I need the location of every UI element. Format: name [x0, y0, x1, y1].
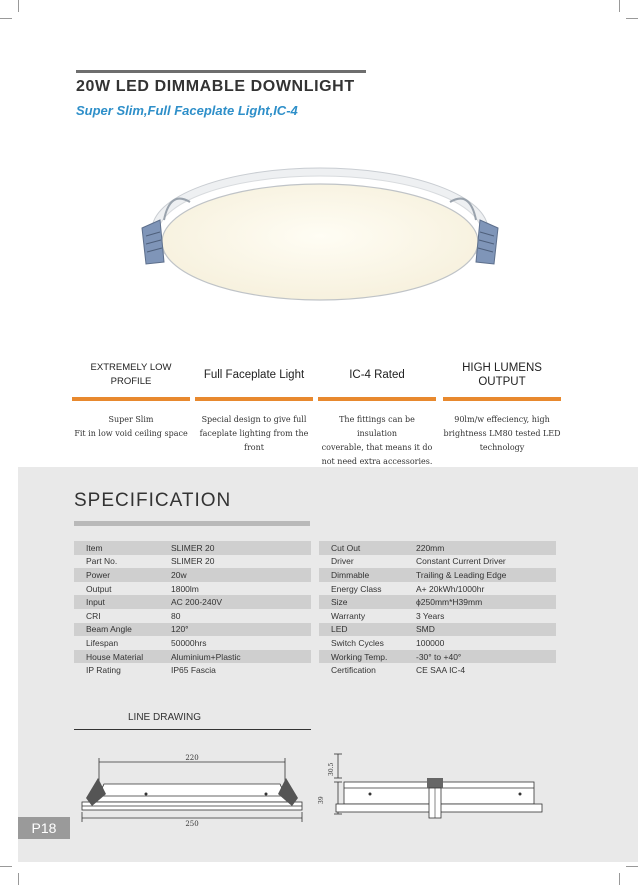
- spec-row: [319, 568, 556, 582]
- line-drawing-underline: [74, 729, 311, 730]
- spec-row: [74, 609, 311, 623]
- page-subtitle: Super Slim,Full Faceplate Light,IC-4: [76, 103, 298, 118]
- spec-key: Dimmable: [331, 569, 370, 580]
- feature-bar: [443, 397, 561, 401]
- spec-key: Lifespan: [86, 637, 119, 648]
- spec-table-right: [319, 541, 556, 677]
- spec-value: 100000: [416, 637, 445, 648]
- dim-cutout-label: 220: [185, 754, 199, 762]
- spec-row: [319, 541, 556, 555]
- line-drawing-title: LINE DRAWING: [128, 712, 201, 723]
- spec-value: SLIMER 20: [171, 542, 215, 553]
- feature-ic4: [318, 356, 436, 469]
- spec-row: [319, 555, 556, 569]
- spec-key: Input: [86, 597, 105, 608]
- spec-key: Item: [86, 542, 103, 553]
- crop-mark: [0, 18, 12, 19]
- crop-mark: [0, 866, 12, 867]
- feature-bar: [195, 397, 313, 401]
- feature-desc: Special design to give full faceplate lighting from the front: [199, 415, 309, 452]
- spec-row: [319, 636, 556, 650]
- specification-underline: [74, 521, 310, 526]
- spec-row: [74, 541, 311, 555]
- feature-heading: HIGH LUMENS OUTPUT: [462, 362, 542, 388]
- page-number-tab: P18: [18, 817, 70, 839]
- spec-value: Constant Current Driver: [416, 556, 506, 567]
- side-view-drawing: [320, 748, 546, 832]
- spec-key: House Material: [86, 651, 144, 662]
- spec-key: Cut Out: [331, 542, 361, 553]
- spec-key: Working Temp.: [331, 651, 388, 662]
- feature-high-lumens: [443, 356, 561, 455]
- spec-key: Output: [86, 583, 112, 594]
- spec-key: IP Rating: [86, 665, 121, 676]
- downlight-product-image: [130, 150, 510, 310]
- feature-full-faceplate: [195, 356, 313, 455]
- spec-value: SMD: [416, 624, 435, 635]
- feature-desc: 90lm/w effeciency, high brightness LM80 tested LED technology: [443, 415, 561, 452]
- crop-mark: [619, 873, 620, 885]
- spec-value: 3 Years: [416, 610, 445, 621]
- spec-value: IP65 Fascia: [171, 665, 216, 676]
- spec-row: [74, 582, 311, 596]
- spec-row: [319, 595, 556, 609]
- spec-row: [319, 582, 556, 596]
- crop-mark: [626, 18, 638, 19]
- spec-key: CRI: [86, 610, 101, 621]
- spec-value: 1800lm: [171, 583, 199, 594]
- dim-body-label: 30.5: [328, 762, 335, 776]
- spec-key: Warranty: [331, 610, 366, 621]
- crop-mark: [18, 873, 19, 885]
- spec-row: [74, 636, 311, 650]
- spec-value: Trailing & Leading Edge: [416, 569, 507, 580]
- spec-value: A+ 20kWh/1000hr: [416, 583, 485, 594]
- spec-value: -30° to +40°: [416, 651, 462, 662]
- spec-value: 20w: [171, 569, 187, 580]
- feature-bar: [72, 397, 190, 401]
- spec-key: Energy Class: [331, 583, 382, 594]
- crop-mark: [18, 0, 19, 12]
- spec-key: Certification: [331, 665, 376, 676]
- crop-mark: [626, 866, 638, 867]
- page-title: 20W LED DIMMABLE DOWNLIGHT: [76, 78, 355, 95]
- title-bar: [76, 70, 366, 73]
- spec-value: AC 200-240V: [171, 597, 223, 608]
- spec-value: 80: [171, 610, 181, 621]
- spec-value: 120°: [171, 624, 189, 635]
- spec-row: [319, 609, 556, 623]
- spec-key: Part No.: [86, 556, 118, 567]
- spec-row: [74, 623, 311, 637]
- spec-value: SLIMER 20: [171, 556, 215, 567]
- spec-value: CE SAA IC-4: [416, 665, 466, 676]
- spec-value: Aluminium+Plastic: [171, 651, 241, 662]
- dim-height-label: 39: [318, 796, 325, 804]
- feature-heading: EXTREMELY LOW PROFILE: [90, 362, 172, 387]
- spec-row: [74, 555, 311, 569]
- spec-table-left: [74, 541, 311, 677]
- spec-row: [319, 623, 556, 637]
- spec-key: Power: [86, 569, 111, 580]
- dim-diameter-label: 250: [185, 820, 199, 828]
- spec-row: [74, 595, 311, 609]
- spec-key: Size: [331, 597, 348, 608]
- feature-heading: IC-4 Rated: [349, 369, 405, 381]
- spec-row: [74, 568, 311, 582]
- feature-desc: The fittings can be insulation coverable, that means it do not need extra accessories.: [321, 415, 433, 466]
- spec-row: [74, 650, 311, 664]
- crop-mark: [619, 0, 620, 12]
- spec-value: ϕ250mm*H39mm: [416, 597, 483, 608]
- spec-key: Beam Angle: [86, 624, 132, 635]
- spec-row: [319, 663, 556, 677]
- spec-key: Switch Cycles: [331, 637, 384, 648]
- spec-key: LED: [331, 624, 348, 635]
- feature-bar: [318, 397, 436, 401]
- spec-row: [319, 650, 556, 664]
- spec-row: [74, 663, 311, 677]
- feature-desc: Super Slim Fit in low void ceiling space: [74, 415, 188, 438]
- specification-title: SPECIFICATION: [74, 490, 232, 511]
- spec-value: 50000hrs: [171, 637, 207, 648]
- feature-heading: Full Faceplate Light: [203, 369, 305, 381]
- spec-key: Driver: [331, 556, 354, 567]
- front-view-drawing: [76, 748, 312, 832]
- spec-value: 220mm: [416, 542, 445, 553]
- feature-low-profile: [72, 356, 190, 441]
